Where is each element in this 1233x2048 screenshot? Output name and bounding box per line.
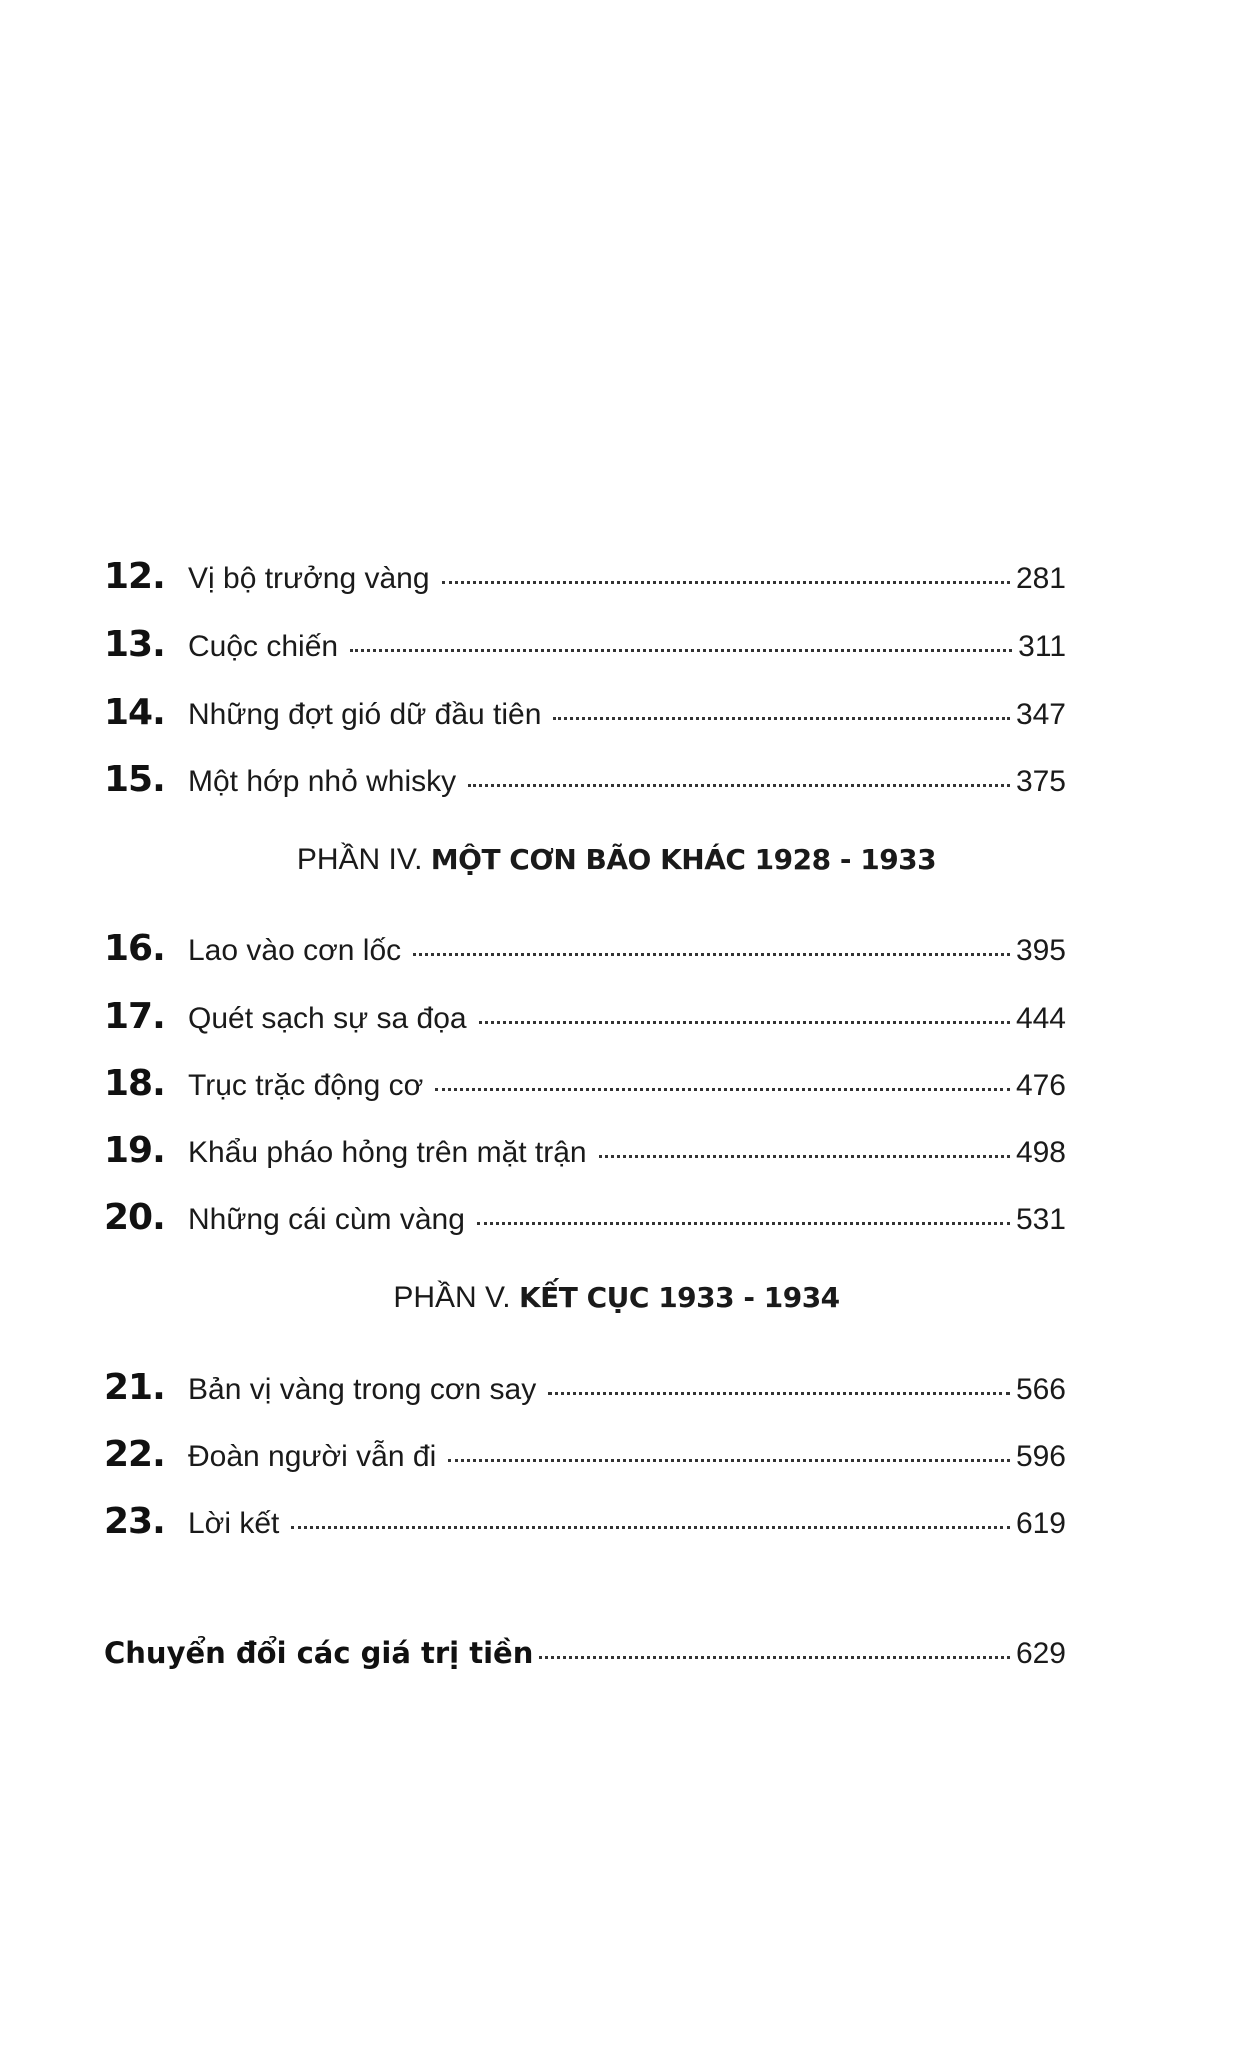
dot-leader (468, 784, 1010, 787)
toc-entry (104, 556, 1066, 606)
chapter-number: 23. (104, 1501, 165, 1542)
part-heading (0, 843, 1233, 877)
part-title: KẾT CỤC 1933 - 1934 (518, 1281, 840, 1314)
chapter-title: Bản vị vàng trong cơn say (188, 1373, 537, 1406)
chapter-title: Quét sạch sự sa đọa (188, 1002, 467, 1035)
toc-entry (104, 1063, 1066, 1113)
part-title: MỘT CƠN BÃO KHÁC 1928 - 1933 (430, 843, 937, 876)
dot-leader (477, 1222, 1010, 1225)
toc-entry (104, 928, 1066, 978)
toc-entry (104, 624, 1066, 674)
dot-leader (448, 1459, 1010, 1462)
chapter-title: Những đợt gió dữ đầu tiên (188, 698, 542, 731)
chapter-title: Lời kết (188, 1507, 280, 1540)
toc-entry (104, 759, 1066, 809)
chapter-number: 15. (104, 759, 165, 800)
page-number: 444 (1015, 1002, 1066, 1035)
chapter-title: Đoàn người vẫn đi (188, 1440, 437, 1473)
page-number: 531 (1015, 1203, 1066, 1236)
dot-leader (435, 1088, 1010, 1091)
chapter-number: 16. (104, 928, 165, 969)
page-number: 498 (1015, 1136, 1066, 1169)
dot-leader (553, 717, 1010, 720)
toc-entry (104, 1130, 1066, 1180)
dot-leader (599, 1155, 1010, 1158)
dot-leader (413, 953, 1010, 956)
page-number: 596 (1015, 1440, 1066, 1473)
page-number: 395 (1015, 934, 1066, 967)
dot-leader (479, 1021, 1010, 1024)
dot-leader (442, 581, 1010, 584)
chapter-number: 18. (104, 1063, 165, 1104)
chapter-title: Cuộc chiến (188, 630, 339, 663)
appendix-title: Chuyển đổi các giá trị tiền (104, 1636, 534, 1670)
chapter-number: 22. (104, 1434, 165, 1475)
toc-entry (104, 1434, 1066, 1484)
toc-appendix-entry (104, 1636, 1066, 1686)
page-number: 476 (1015, 1069, 1066, 1102)
page-number: 566 (1015, 1373, 1066, 1406)
page-number: 311 (1018, 630, 1066, 663)
dot-leader (350, 649, 1012, 652)
chapter-title: Trục trặc động cơ (188, 1069, 424, 1102)
part-heading (0, 1281, 1233, 1315)
chapter-title: Khẩu pháo hỏng trên mặt trận (188, 1136, 587, 1169)
toc-entry (104, 692, 1066, 742)
page-number: 375 (1015, 765, 1066, 798)
chapter-title: Những cái cùm vàng (188, 1203, 465, 1236)
toc-entry (104, 1367, 1066, 1417)
part-label: PHẦN V. (393, 1281, 519, 1314)
chapter-number: 13. (104, 624, 165, 665)
chapter-number: 14. (104, 692, 165, 733)
chapter-number: 17. (104, 996, 165, 1037)
toc-entry (104, 1197, 1066, 1247)
dot-leader (548, 1392, 1010, 1395)
chapter-number: 21. (104, 1367, 165, 1408)
toc-entry (104, 996, 1066, 1046)
chapter-title: Vị bộ trưởng vàng (188, 562, 430, 595)
chapter-number: 12. (104, 556, 165, 597)
page-number: 629 (1015, 1637, 1066, 1670)
dot-leader (291, 1526, 1010, 1529)
dot-leader (539, 1656, 1010, 1659)
page-number: 619 (1015, 1507, 1066, 1540)
part-label: PHẦN IV. (296, 843, 431, 876)
chapter-title: Một hớp nhỏ whisky (188, 765, 457, 798)
page-number: 347 (1015, 698, 1066, 731)
chapter-number: 19. (104, 1130, 165, 1171)
chapter-number: 20. (104, 1197, 165, 1238)
page-number: 281 (1015, 562, 1066, 595)
toc-entry (104, 1501, 1066, 1551)
chapter-title: Lao vào cơn lốc (188, 934, 402, 967)
